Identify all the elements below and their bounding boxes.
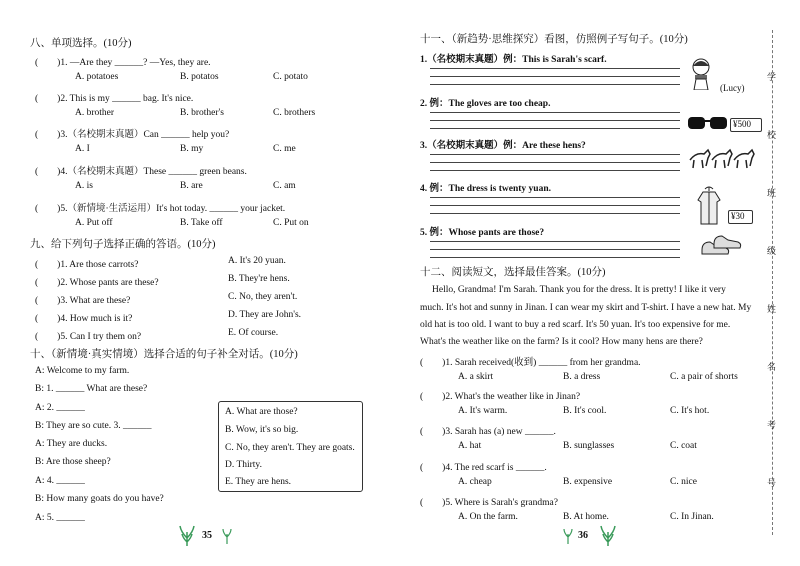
- grass-icon-right: [599, 524, 617, 546]
- s10-line4: B: They are so cute. 3. ______: [35, 421, 152, 431]
- s8-q1-c: C. potato: [273, 72, 308, 82]
- shoes-image: [700, 232, 744, 260]
- girl-with-scarf-image: [688, 56, 714, 90]
- s8-q3: ( )3.（名校期末真题）Can ______ help you?: [35, 130, 230, 140]
- s12-q4-c: C. nice: [670, 477, 697, 487]
- s12-q1: ( )1. Sarah received(收到) ______ from her grandma.: [420, 358, 641, 368]
- s11-item4: 4. 例：The dress is twenty yuan.: [420, 184, 551, 194]
- s11-tag-30: ¥30: [731, 211, 745, 221]
- s10-line6: B: Are those sheep?: [35, 457, 111, 467]
- s11-item5: 5. 例：Whose pants are those?: [420, 228, 545, 238]
- grass-icon: [178, 524, 196, 546]
- s11-item3: 3.（名校期末真题）例：Are these hens?: [420, 141, 586, 151]
- s10-line9: A: 5. ______: [35, 513, 85, 523]
- s10-opt-b: B. Wow, it's so big.: [225, 425, 299, 435]
- s11-tag-500: ¥500: [733, 119, 751, 129]
- sunglasses-image: [687, 114, 729, 132]
- s12-q5-a: A. On the farm.: [458, 512, 518, 522]
- s8-q3-b: B. my: [180, 144, 204, 154]
- horses-image: [688, 146, 758, 170]
- s8-q2-b: B. brother's: [180, 108, 224, 118]
- s9-a5: E. Of course.: [228, 328, 279, 338]
- s8-q4-b: B. are: [180, 181, 203, 191]
- s9-a3: C. No, they aren't.: [228, 292, 298, 302]
- s10-opt-d: D. Thirty.: [225, 460, 262, 470]
- passage-line1: Hello, Grandma! I'm Sarah. Thank you for the dress. It is pretty! I like it very: [432, 285, 726, 295]
- passage-line4: What's the weather like on the farm? Is it cool? How many hens are there?: [420, 337, 703, 347]
- s11-item1: 1.（名校期末真题）例：This is Sarah's scarf.: [420, 55, 607, 65]
- page-number-right: 36: [578, 530, 588, 541]
- s9-a2: B. They're hens.: [228, 274, 290, 284]
- section-9-title: 九、给下列句子选择正确的答语。(10分): [30, 239, 216, 250]
- s12-q4-a: A. cheap: [458, 477, 492, 487]
- s9-q4: ( )4. How much is it?: [35, 314, 133, 324]
- s10-opt-e: E. They are hens.: [225, 477, 292, 487]
- s12-q1-b: B. a dress: [563, 372, 601, 382]
- s12-q2-b: B. It's cool.: [563, 406, 607, 416]
- s8-q5: ( )5.（新情境·生活运用）It's hot today. ______ your jacket.: [35, 204, 286, 214]
- s8-q1: ( )1. —Are they ______? —Yes, they are.: [35, 58, 211, 68]
- margin-label-6: 名: [767, 362, 777, 372]
- s9-q1: ( )1. Are those carrots?: [35, 260, 139, 270]
- s12-q2-a: A. It's warm.: [458, 406, 508, 416]
- coat-image: [696, 186, 722, 226]
- s12-q1-a: A. a skirt: [458, 372, 494, 382]
- s9-q5: ( )5. Can I try them on?: [35, 332, 142, 342]
- s12-q2-c: C. It's hot.: [670, 406, 710, 416]
- s12-q5-b: B. At home.: [563, 512, 609, 522]
- s8-q4-c: C. am: [273, 181, 296, 191]
- s12-q3-b: B. sunglasses: [563, 441, 615, 451]
- s11-tag-lucy: (Lucy): [720, 83, 745, 93]
- s10-line7: A: 4. ______: [35, 476, 85, 486]
- s8-q4-a: A. is: [75, 181, 93, 191]
- right-page: [400, 0, 800, 566]
- s12-q4: ( )4. The red scarf is ______.: [420, 463, 547, 473]
- s8-q2: ( )2. This is my ______ bag. It's nice.: [35, 94, 194, 104]
- s9-q2: ( )2. Whose pants are these?: [35, 278, 159, 288]
- s8-q2-a: A. brother: [75, 108, 115, 118]
- s8-q2-c: C. brothers: [273, 108, 316, 118]
- s12-q2: ( )2. What's the weather like in Jinan?: [420, 392, 581, 402]
- sprout-icon: [222, 528, 232, 544]
- s12-q5-c: C. In Jinan.: [670, 512, 714, 522]
- s8-q5-c: C. Put on: [273, 218, 309, 228]
- section-12-title: 十二、阅读短文，选择最佳答案。(10分): [420, 267, 606, 278]
- margin-label-7: 考: [767, 420, 777, 430]
- s8-q4: ( )4.（名校期末真题）These ______ green beans.: [35, 167, 247, 177]
- s10-opt-c: C. No, they aren't. They are goats.: [225, 443, 355, 453]
- s12-q3-c: C. coat: [670, 441, 697, 451]
- s8-q1-b: B. potatos: [180, 72, 219, 82]
- s9-q3: ( )3. What are these?: [35, 296, 131, 306]
- sprout-icon-right: [563, 528, 573, 544]
- margin-label-8: 号: [767, 478, 777, 488]
- margin-label-5: 姓: [767, 304, 777, 314]
- s8-q1-a: A. potatoes: [75, 72, 119, 82]
- s8-q3-c: C. me: [273, 144, 296, 154]
- s9-a4: D. They are John's.: [228, 310, 302, 320]
- page-number-left: 35: [202, 530, 212, 541]
- margin-label-1: 学: [767, 72, 777, 82]
- passage-line3: old hat is too old. I want to buy a red scarf. It's 50 yuan. It's too expensive for me.: [420, 320, 731, 330]
- s8-q3-a: A. I: [75, 144, 90, 154]
- s8-q5-b: B. Take off: [180, 218, 223, 228]
- s10-line5: A: They are ducks.: [35, 439, 108, 449]
- s12-q4-b: B. expensive: [563, 477, 613, 487]
- s12-q1-c: C. a pair of shorts: [670, 372, 738, 382]
- s10-line2: B: 1. ______ What are these?: [35, 384, 148, 394]
- s8-q5-a: A. Put off: [75, 218, 113, 228]
- margin-label-3: 班: [767, 188, 777, 198]
- s10-opt-a: A. What are those?: [225, 407, 298, 417]
- s12-q3-a: A. hat: [458, 441, 482, 451]
- s11-item2: 2. 例：The gloves are too cheap.: [420, 99, 551, 109]
- s12-q3: ( )3. Sarah has (a) new ______.: [420, 427, 556, 437]
- section-10-title: 十、（新情境·真实情境）选择合适的句子补全对话。(10分): [30, 349, 298, 360]
- section-11-title: 十一、（新趋势·思维探究）看图，仿照例子写句子。(10分): [420, 34, 688, 45]
- margin-label-4: 级: [767, 246, 777, 256]
- s10-line8: B: How many goats do you have?: [35, 494, 164, 504]
- margin-label-2: 校: [767, 130, 777, 140]
- s10-line3: A: 2. ______: [35, 403, 85, 413]
- s9-a1: A. It's 20 yuan.: [228, 256, 286, 266]
- s12-q5: ( )5. Where is Sarah's grandma?: [420, 498, 558, 508]
- s10-line1: A: Welcome to my farm.: [35, 366, 130, 376]
- section-8-title: 八、单项选择。(10分): [30, 38, 132, 49]
- passage-line2: much. It's hot and sunny in Jinan. I can wear my skirt and T-shirt. I have a new hat. My: [420, 303, 752, 313]
- binding-margin: [772, 30, 790, 535]
